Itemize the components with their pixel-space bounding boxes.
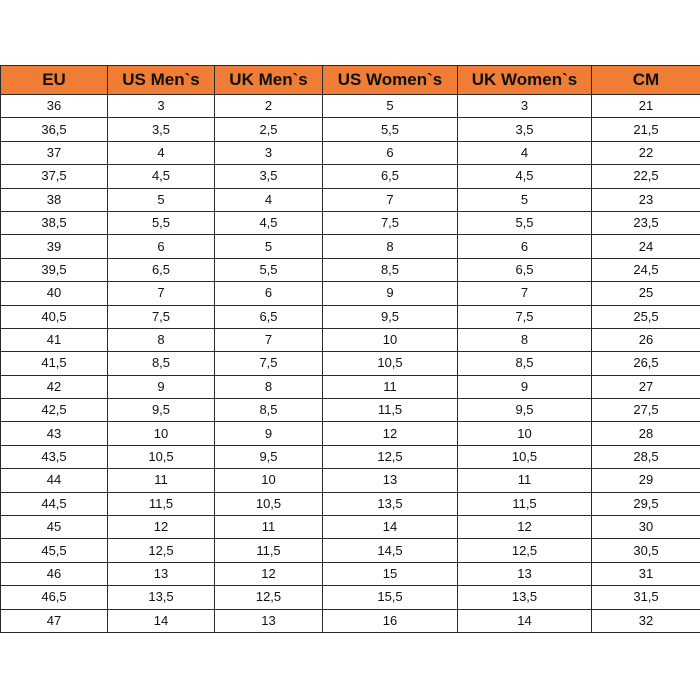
cell-uk-mens: 7,5 (215, 352, 323, 375)
cell-cm: 23,5 (592, 211, 700, 234)
cell-uk-womens: 13 (458, 562, 592, 585)
cell-cm: 24 (592, 235, 700, 258)
cell-uk-mens: 8 (215, 375, 323, 398)
cell-cm: 32 (592, 609, 700, 632)
cell-uk-womens: 10 (458, 422, 592, 445)
table-row (1, 562, 700, 585)
column-header-us-mens: US Men`s (108, 66, 215, 95)
table-row (1, 118, 700, 141)
cell-cm: 25 (592, 282, 700, 305)
cell-cm: 21 (592, 95, 700, 118)
cell-cm: 29,5 (592, 492, 700, 515)
table-row (1, 328, 700, 351)
size-chart-table (0, 65, 700, 633)
table-row (1, 399, 700, 422)
cell-uk-mens: 6 (215, 282, 323, 305)
table-row (1, 258, 700, 281)
cell-eu: 40 (1, 282, 108, 305)
table-row (1, 375, 700, 398)
cell-uk-mens: 9 (215, 422, 323, 445)
table-row (1, 211, 700, 234)
cell-eu: 37 (1, 141, 108, 164)
table-row (1, 492, 700, 515)
cell-us-mens: 12 (108, 516, 215, 539)
cell-cm: 26 (592, 328, 700, 351)
cell-uk-womens: 5,5 (458, 211, 592, 234)
cell-uk-womens: 6,5 (458, 258, 592, 281)
cell-uk-mens: 6,5 (215, 305, 323, 328)
column-header-eu: EU (1, 66, 108, 95)
cell-uk-womens: 12 (458, 516, 592, 539)
table-row (1, 586, 700, 609)
cell-eu: 47 (1, 609, 108, 632)
cell-eu: 40,5 (1, 305, 108, 328)
table-row (1, 352, 700, 375)
cell-cm: 28,5 (592, 445, 700, 468)
cell-us-womens: 6,5 (323, 165, 458, 188)
cell-us-womens: 5,5 (323, 118, 458, 141)
table-row (1, 95, 700, 118)
cell-eu: 45,5 (1, 539, 108, 562)
cell-cm: 30 (592, 516, 700, 539)
cell-us-mens: 4,5 (108, 165, 215, 188)
cell-uk-womens: 3,5 (458, 118, 592, 141)
cell-uk-womens: 7,5 (458, 305, 592, 328)
cell-cm: 31,5 (592, 586, 700, 609)
cell-eu: 42,5 (1, 399, 108, 422)
table-row (1, 516, 700, 539)
cell-us-mens: 10,5 (108, 445, 215, 468)
cell-uk-womens: 14 (458, 609, 592, 632)
cell-uk-mens: 10 (215, 469, 323, 492)
cell-us-mens: 10 (108, 422, 215, 445)
cell-uk-womens: 10,5 (458, 445, 592, 468)
cell-eu: 37,5 (1, 165, 108, 188)
cell-us-womens: 16 (323, 609, 458, 632)
cell-uk-womens: 12,5 (458, 539, 592, 562)
cell-us-womens: 7,5 (323, 211, 458, 234)
cell-us-womens: 9,5 (323, 305, 458, 328)
cell-us-womens: 7 (323, 188, 458, 211)
cell-eu: 41,5 (1, 352, 108, 375)
cell-uk-womens: 8 (458, 328, 592, 351)
cell-uk-womens: 9,5 (458, 399, 592, 422)
cell-us-womens: 15 (323, 562, 458, 585)
cell-us-mens: 3,5 (108, 118, 215, 141)
cell-cm: 22 (592, 141, 700, 164)
cell-us-mens: 12,5 (108, 539, 215, 562)
cell-uk-mens: 5 (215, 235, 323, 258)
size-chart-body (1, 95, 700, 633)
cell-eu: 41 (1, 328, 108, 351)
table-row (1, 609, 700, 632)
cell-us-mens: 6 (108, 235, 215, 258)
cell-us-mens: 13 (108, 562, 215, 585)
cell-uk-womens: 8,5 (458, 352, 592, 375)
table-row (1, 539, 700, 562)
table-row (1, 165, 700, 188)
cell-us-womens: 9 (323, 282, 458, 305)
cell-cm: 23 (592, 188, 700, 211)
cell-uk-mens: 2,5 (215, 118, 323, 141)
column-header-us-womens: US Women`s (323, 66, 458, 95)
cell-us-womens: 10,5 (323, 352, 458, 375)
table-row (1, 445, 700, 468)
cell-eu: 44 (1, 469, 108, 492)
cell-uk-womens: 3 (458, 95, 592, 118)
cell-cm: 31 (592, 562, 700, 585)
header-row (1, 66, 700, 95)
cell-uk-mens: 10,5 (215, 492, 323, 515)
cell-us-womens: 13 (323, 469, 458, 492)
cell-us-mens: 7,5 (108, 305, 215, 328)
cell-uk-womens: 13,5 (458, 586, 592, 609)
cell-cm: 29 (592, 469, 700, 492)
cell-us-mens: 5 (108, 188, 215, 211)
cell-uk-womens: 4,5 (458, 165, 592, 188)
cell-uk-womens: 7 (458, 282, 592, 305)
cell-uk-mens: 4,5 (215, 211, 323, 234)
cell-eu: 45 (1, 516, 108, 539)
cell-us-womens: 13,5 (323, 492, 458, 515)
cell-us-mens: 11 (108, 469, 215, 492)
cell-cm: 21,5 (592, 118, 700, 141)
cell-cm: 25,5 (592, 305, 700, 328)
size-chart-header (1, 66, 700, 95)
cell-eu: 38,5 (1, 211, 108, 234)
cell-uk-womens: 11,5 (458, 492, 592, 515)
table-row (1, 305, 700, 328)
cell-eu: 46 (1, 562, 108, 585)
cell-us-womens: 14 (323, 516, 458, 539)
table-row (1, 188, 700, 211)
cell-uk-womens: 6 (458, 235, 592, 258)
cell-us-mens: 11,5 (108, 492, 215, 515)
cell-us-womens: 12,5 (323, 445, 458, 468)
cell-us-mens: 13,5 (108, 586, 215, 609)
cell-uk-mens: 11,5 (215, 539, 323, 562)
cell-uk-mens: 13 (215, 609, 323, 632)
cell-eu: 38 (1, 188, 108, 211)
cell-uk-mens: 5,5 (215, 258, 323, 281)
cell-us-mens: 4 (108, 141, 215, 164)
cell-uk-mens: 3,5 (215, 165, 323, 188)
cell-uk-mens: 11 (215, 516, 323, 539)
cell-us-mens: 14 (108, 609, 215, 632)
cell-cm: 24,5 (592, 258, 700, 281)
cell-us-womens: 8 (323, 235, 458, 258)
cell-uk-mens: 9,5 (215, 445, 323, 468)
cell-uk-womens: 11 (458, 469, 592, 492)
column-header-cm: CM (592, 66, 700, 95)
cell-uk-mens: 2 (215, 95, 323, 118)
cell-eu: 42 (1, 375, 108, 398)
cell-uk-mens: 3 (215, 141, 323, 164)
cell-us-womens: 6 (323, 141, 458, 164)
cell-uk-mens: 4 (215, 188, 323, 211)
table-row (1, 469, 700, 492)
cell-uk-mens: 8,5 (215, 399, 323, 422)
cell-us-mens: 5,5 (108, 211, 215, 234)
cell-us-womens: 10 (323, 328, 458, 351)
cell-uk-womens: 5 (458, 188, 592, 211)
cell-us-mens: 9 (108, 375, 215, 398)
cell-us-mens: 7 (108, 282, 215, 305)
column-header-uk-womens: UK Women`s (458, 66, 592, 95)
cell-uk-womens: 4 (458, 141, 592, 164)
cell-eu: 43,5 (1, 445, 108, 468)
cell-us-mens: 9,5 (108, 399, 215, 422)
cell-eu: 43 (1, 422, 108, 445)
cell-cm: 27 (592, 375, 700, 398)
cell-us-womens: 11,5 (323, 399, 458, 422)
cell-us-womens: 8,5 (323, 258, 458, 281)
cell-eu: 36,5 (1, 118, 108, 141)
cell-uk-mens: 12,5 (215, 586, 323, 609)
table-row (1, 141, 700, 164)
cell-cm: 27,5 (592, 399, 700, 422)
cell-eu: 39,5 (1, 258, 108, 281)
cell-us-mens: 8 (108, 328, 215, 351)
cell-us-womens: 15,5 (323, 586, 458, 609)
cell-us-womens: 11 (323, 375, 458, 398)
cell-eu: 44,5 (1, 492, 108, 515)
cell-us-mens: 3 (108, 95, 215, 118)
column-header-uk-mens: UK Men`s (215, 66, 323, 95)
cell-us-mens: 8,5 (108, 352, 215, 375)
cell-eu: 39 (1, 235, 108, 258)
cell-eu: 46,5 (1, 586, 108, 609)
table-row (1, 422, 700, 445)
table-row (1, 235, 700, 258)
cell-cm: 28 (592, 422, 700, 445)
cell-us-womens: 12 (323, 422, 458, 445)
cell-us-womens: 5 (323, 95, 458, 118)
cell-cm: 22,5 (592, 165, 700, 188)
cell-us-womens: 14,5 (323, 539, 458, 562)
cell-cm: 26,5 (592, 352, 700, 375)
cell-eu: 36 (1, 95, 108, 118)
cell-uk-mens: 7 (215, 328, 323, 351)
table-row (1, 282, 700, 305)
cell-uk-womens: 9 (458, 375, 592, 398)
cell-us-mens: 6,5 (108, 258, 215, 281)
cell-cm: 30,5 (592, 539, 700, 562)
cell-uk-mens: 12 (215, 562, 323, 585)
